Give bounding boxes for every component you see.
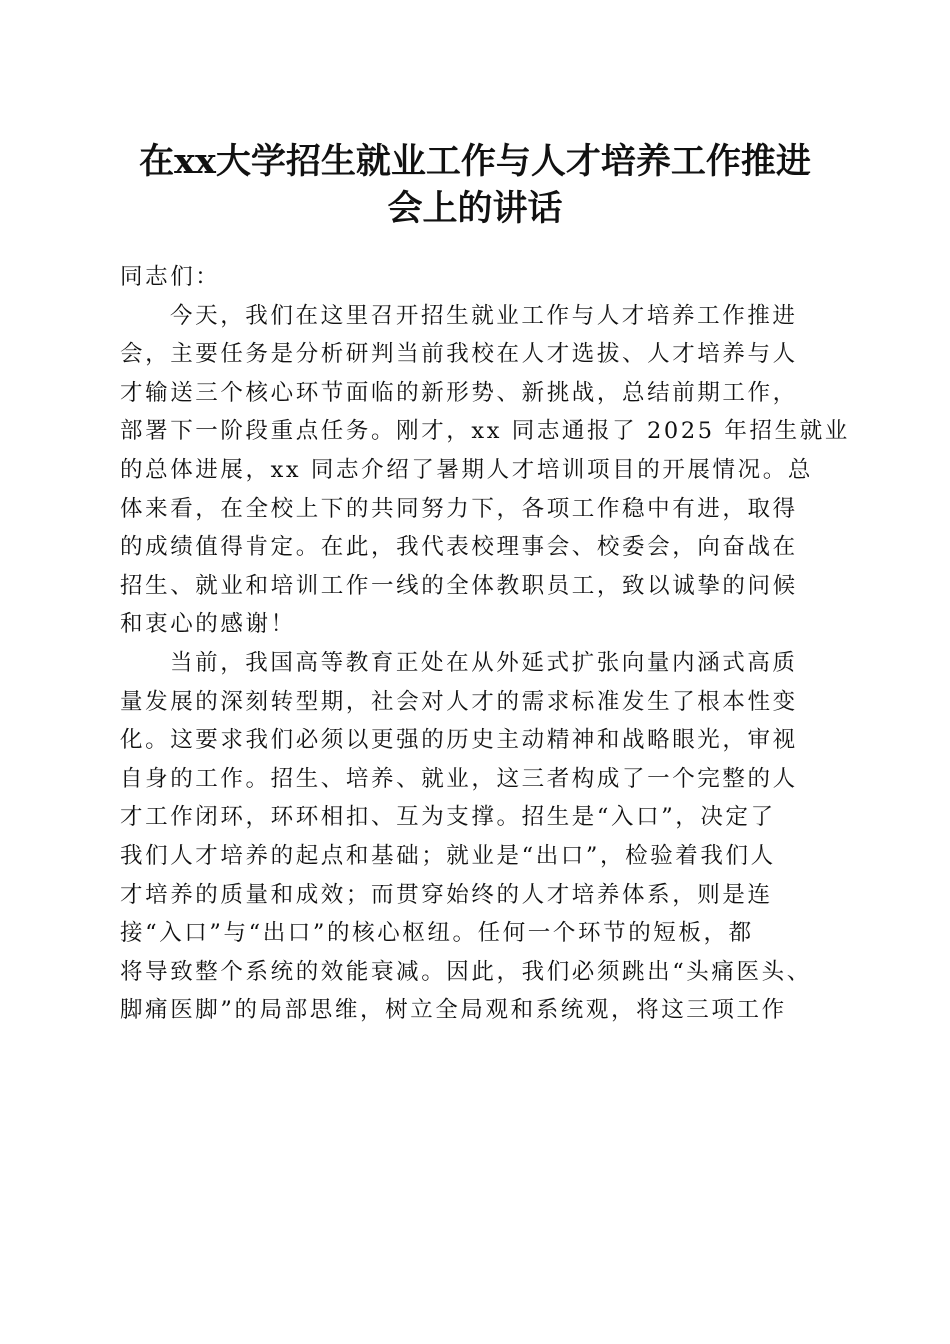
salutation: 同志们： [120, 264, 221, 290]
paragraph-2-line-6: 我们人才培养的起点和基础；就业是“出口”，检验着我们人 [120, 842, 776, 869]
paragraph-2-line-9: 将导致整个系统的效能衰减。因此，我们必须跳出“头痛医头、 [120, 958, 812, 985]
paragraph-1-line-7: 的成绩值得肯定。在此，我代表校理事会、校委会，向奋战在 [120, 534, 798, 561]
paragraph-1-line-6: 体来看，在全校上下的共同努力下，各项工作稳中有进，取得 [120, 495, 798, 522]
document-body [120, 258, 850, 1030]
paragraph-2-line-10: 脚痛医脚”的局部思维，树立全局观和系统观，将这三项工作 [120, 997, 787, 1024]
paragraph-2-line-4: 自身的工作。招生、培养、就业，这三者构成了一个完整的人 [120, 765, 798, 792]
paragraph-2-line-8: 接“入口”与“出口”的核心枢纽。任何一个环节的短板，都 [120, 920, 754, 947]
paragraph-2-line-5: 才工作闭环，环环相扣、互为支撑。招生是“入口”，决定了 [120, 804, 776, 831]
paragraph-1-line-5: 的总体进展，xx 同志介绍了暑期人才培训项目的开展情况。总 [120, 456, 813, 483]
paragraph-2-line-1: 当前，我国高等教育正处在从外延式扩张向量内涵式高质 [170, 649, 798, 676]
title-line-2: 会上的讲话 [387, 188, 563, 229]
paragraph-1-line-3: 才输送三个核心环节面临的新形势、新挑战，总结前期工作， [120, 379, 798, 406]
paragraph-1-line-4: 部署下一阶段重点任务。刚才，xx 同志通报了 2025 年招生就业 [120, 418, 850, 445]
document-title [100, 138, 850, 232]
paragraph-2-line-7: 才培养的质量和成效；而贯穿始终的人才培养体系，则是连 [120, 881, 773, 908]
paragraph-2-line-3: 化。这要求我们必须以更强的历史主动精神和战略眼光，审视 [120, 727, 798, 754]
paragraph-1-line-9: 和衷心的感谢！ [120, 611, 296, 638]
paragraph-1-line-1: 今天，我们在这里召开招生就业工作与人才培养工作推进 [170, 302, 798, 329]
paragraph-2-line-2: 量发展的深刻转型期，社会对人才的需求标准发生了根本性变 [120, 688, 798, 715]
title-line-1: 在xx大学招生就业工作与人才培养工作推进 [139, 141, 811, 182]
paragraph-1-line-8: 招生、就业和培训工作一线的全体教职员工，致以诚挚的问候 [120, 572, 798, 599]
paragraph-1-line-2: 会，主要任务是分析研判当前我校在人才选拔、人才培养与人 [120, 341, 798, 368]
